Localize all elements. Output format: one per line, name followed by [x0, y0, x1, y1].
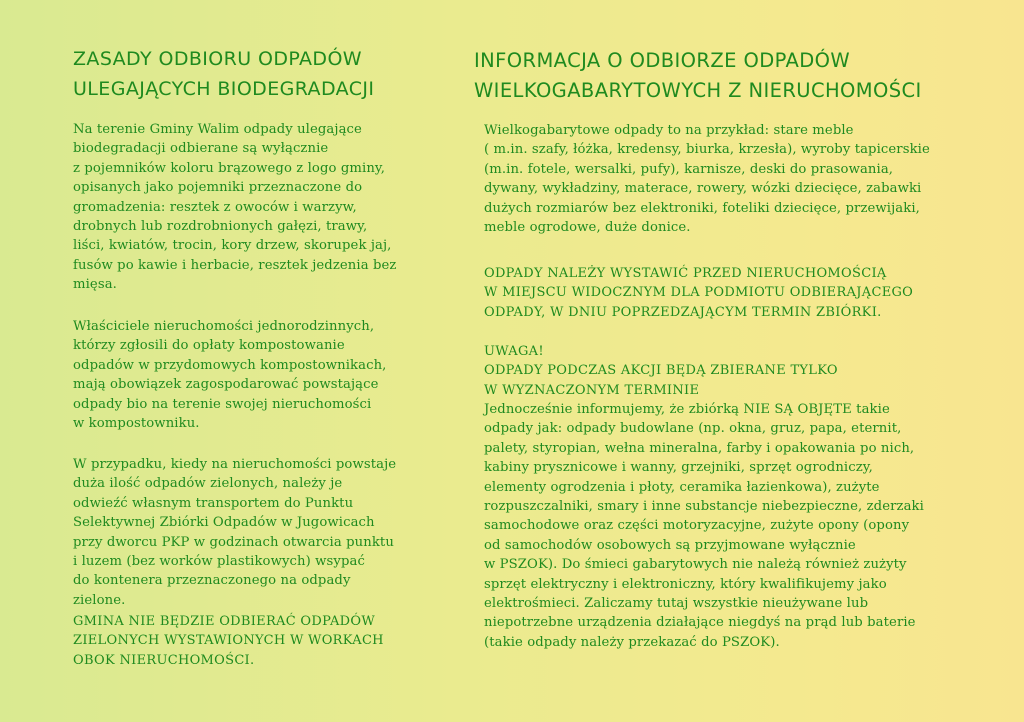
biodegradable-rules-paragraph: Na terenie Gminy Walim odpady ulegające biodegradacji odbierane są wyłącznie z pojemników koloru brązowego z logo gminy, opisanych jako pojemniki przeznaczone do gromadzenia: resztek z owoców i warzyw, drobnych lub rozdrobnionych gałęzi, trawy, liści, kwiatów, trocin, kory drzew, skorupek jaj, fusów po kawie i herbacie, resztek jedzenia bez mięsa. [73, 122, 397, 293]
green-waste-warning: GMINA NIE BĘDZIE ODBIERAĆ ODPADÓW ZIELONYCH WYSTAWIONYCH W WORKACH OBOK NIERUCHOMOŚCI. [73, 614, 384, 668]
bulky-waste-examples-paragraph: Wielkogabarytowe odpady to na przykład: stare meble ( m.in. szafy, łóżka, kredensy, biurka, krzesła), wyroby tapicerskie (m.in. fotele, wersalki, pufy), karnisze, deski do prasowania, dywany, wykładziny, materace, rowery, wózki dziecięce, zabawki dużych rozmiarów bez elektroniki, foteliki dziecięce, przewijaki, meble ogrodowe, duże donice. [484, 123, 930, 236]
bulky-waste-title: INFORMACJA O ODBIORZE ODPADÓW WIELKOGABARYTOWYCH Z NIERUCHOMOŚCI [474, 49, 922, 102]
bulky-waste-placement-notice: ODPADY NALEŻY WYSTAWIĆ PRZED NIERUCHOMOŚCIĄ W MIEJSCU WIDOCZNYM DLA PODMIOTU ODBIERAJĄCEGO ODPADY, W DNIU POPRZEDZAJĄCYM TERMIN ZBIÓRKI. [484, 266, 914, 320]
bulky-waste-attention-notice: UWAGA! ODPADY PODCZAS AKCJI BĘDĄ ZBIERANE TYLKO W WYZNACZONYM TERMINIE [484, 344, 838, 398]
biodegradable-title: ZASADY ODBIORU ODPADÓW ULEGAJĄCYCH BIODEGRADACJI [73, 48, 375, 100]
green-waste-paragraph: W przypadku, kiedy na nieruchomości powstaje duża ilość odpadów zielonych, należy je odwieźć własnym transportem do Punktu Selektywnej Zbiórki Odpadów w Jugowicach przy dworcu PKP w godzinach otwarcia punktu i luzem (bez worków plastikowych) wsypać do kontenera przeznaczonego na odpady zielone. [73, 457, 397, 608]
composting-paragraph: Właściciele nieruchomości jednorodzinnych, którzy zgłosili do opłaty kompostowanie odpadów w przydomowych kompostownikach, mają obowiązek zagospodarować powstające odpady bio na terenie swojej nieruchomości w kompostowniku. [73, 319, 387, 432]
bulky-waste-exclusions-paragraph: Jednocześnie informujemy, że zbiórką NIE SĄ OBJĘTE takie odpady jak: odpady budowlane (np. okna, gruz, papa, eternit, palety, styropian, wełna mineralna, farby i opakowania po nich, kabiny prysznicowe i wanny, grzejniki, sprzęt ogrodniczy, elementy ogrodzenia i płoty, ceramika łazienkowa), zużyte rozpuszczalniki, smary i inne substancje niebezpieczne, zderzaki samochodowe oraz części motoryzacyjne, zużyte opony (opony od samochodów osobowych są przyjmowane wyłącznie w PSZOK). Do śmieci gabarytowych nie należą również zużyty sprzęt elektryczny i elektroniczny, który kwalifikujemy jako elektrośmieci. Zaliczamy tutaj wszystkie nieużywane lub niepotrzebne urządzenia działające niegdyś na prąd lub baterie (takie odpady należy przekazać do PSZOK). [484, 402, 924, 650]
